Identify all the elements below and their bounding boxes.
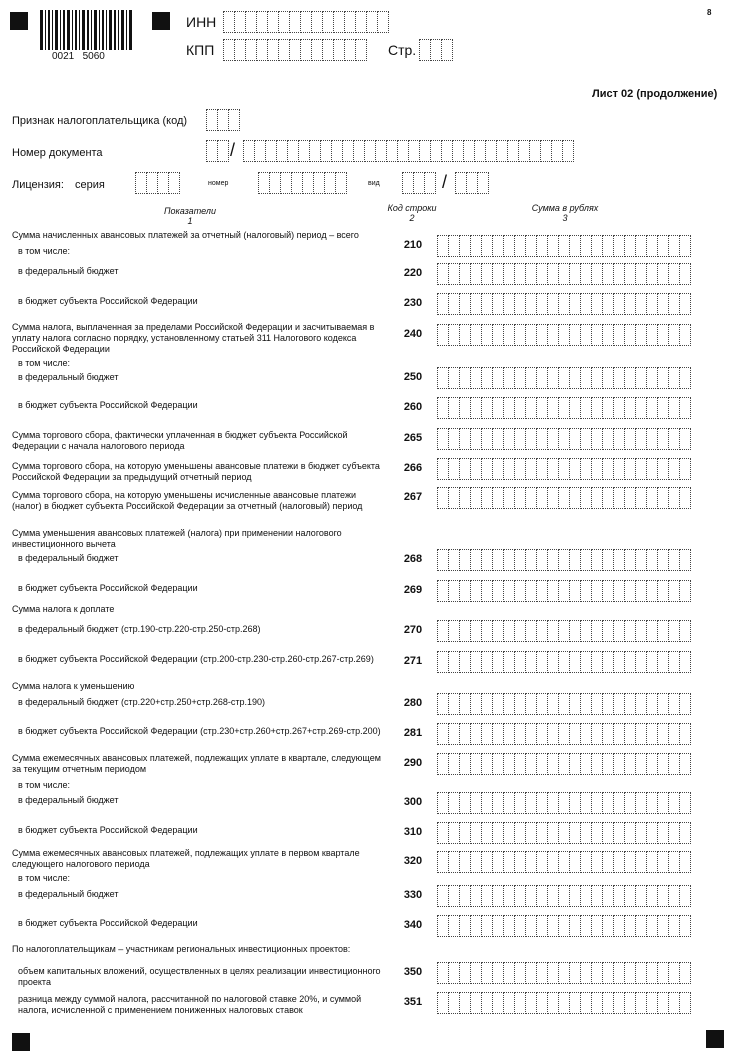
sum-cell[interactable]: [679, 723, 691, 745]
sum-cell[interactable]: [679, 620, 691, 642]
row-code-310: 310: [403, 826, 423, 838]
row-label: Сумма налога, выплаченная за пределами Российской Федерации и засчитываемая в уплату налога согласно порядку, установленному статьей 311 Налогового кодекса Российской Федерации: [12, 322, 375, 354]
kpp-field[interactable]: [223, 39, 366, 61]
column-header-sum-title: Сумма в рублях: [531, 203, 599, 213]
row-code-250: 250: [403, 371, 423, 383]
sum-cell[interactable]: [679, 549, 691, 571]
row-code-230: 230: [403, 297, 423, 309]
sum-field-210[interactable]: [437, 235, 690, 257]
sum-cell[interactable]: [679, 753, 691, 775]
license-series-label: серия: [75, 179, 105, 191]
column-header-indicators: [150, 206, 230, 226]
row-label: в федеральный бюджет: [18, 795, 119, 805]
sum-cell[interactable]: [679, 487, 691, 509]
sum-field-350[interactable]: [437, 962, 690, 984]
row-code-290: 290: [403, 757, 423, 769]
sum-field-266[interactable]: [437, 458, 690, 480]
corner-marker-top-left: [10, 12, 28, 30]
row-label: разница между суммой налога, рассчитанной по налоговой ставке 20%, и суммой налога, исчисленной с применением пониженных налоговых ставок: [18, 994, 362, 1015]
row-label: в бюджет субъекта Российской Федерации: [18, 583, 198, 593]
sum-cell[interactable]: [679, 580, 691, 602]
row-label: в федеральный бюджет: [18, 553, 119, 563]
sum-cell[interactable]: [679, 293, 691, 315]
inn-label: ИНН: [186, 14, 217, 30]
column-header-sum: [515, 203, 615, 223]
sum-field-290[interactable]: [437, 753, 690, 775]
row-code-267: 267: [403, 491, 423, 503]
column-header-indicators-num: 1: [187, 216, 193, 226]
sum-cell[interactable]: [679, 397, 691, 419]
column-header-indicators-title: Показатели: [164, 206, 216, 216]
row-label: Сумма ежемесячных авансовых платежей, подлежащих уплате в первом квартале следующего налогового периода: [12, 848, 360, 869]
sum-field-267[interactable]: [437, 487, 690, 509]
column-header-line-code: [380, 203, 444, 223]
sum-field-269[interactable]: [437, 580, 690, 602]
row-code-210: 210: [403, 239, 423, 251]
sum-field-320[interactable]: [437, 851, 690, 873]
row-code-330: 330: [403, 889, 423, 901]
row-code-265: 265: [403, 432, 423, 444]
taxpayer-sign-label: Признак налогоплательщика (код): [12, 115, 188, 127]
row-code-281: 281: [403, 727, 423, 739]
column-header-line-code-num: 2: [409, 213, 415, 223]
sum-cell[interactable]: [679, 992, 691, 1014]
sum-field-300[interactable]: [437, 792, 690, 814]
row-label: Сумма уменьшения авансовых платежей (налога) при применении налогового инвестиционного вычета: [12, 528, 342, 549]
sum-cell[interactable]: [679, 822, 691, 844]
license-series-field[interactable]: [135, 172, 179, 194]
row-label: Сумма начисленных авансовых платежей за отчетный (налоговый) период – всего: [12, 230, 359, 240]
sum-field-270[interactable]: [437, 620, 690, 642]
row-label: в том числе:: [18, 358, 70, 368]
doc-number-field-part2[interactable]: [243, 140, 573, 162]
row-label: в бюджет субъекта Российской Федерации: [18, 400, 198, 410]
sum-cell[interactable]: [679, 458, 691, 480]
row-label: в бюджет субъекта Российской Федерации (стр.200-стр.230-стр.260-стр.267-стр.269): [18, 654, 374, 664]
page-number: 8: [707, 8, 712, 17]
row-label: Сумма торгового сбора, на которую уменьшены исчисленные авансовые платежи (налог) в бюджет субъекта Российской Федерации за отчетный (налоговый) период: [12, 490, 363, 511]
doc-number-label: Номер документа: [12, 147, 103, 159]
row-label: в том числе:: [18, 246, 70, 256]
sum-field-230[interactable]: [437, 293, 690, 315]
sum-cell[interactable]: [679, 263, 691, 285]
sum-cell[interactable]: [679, 885, 691, 907]
row-label: объем капитальных вложений, осуществленных в целях реализации инвестиционного проекта: [18, 966, 381, 987]
row-code-271: 271: [403, 655, 423, 667]
doc-number-separator: /: [230, 140, 236, 160]
sum-field-271[interactable]: [437, 651, 690, 673]
page-field[interactable]: [419, 39, 452, 61]
row-code-300: 300: [403, 796, 423, 808]
sum-field-310[interactable]: [437, 822, 690, 844]
barcode: [38, 10, 134, 50]
sum-cell[interactable]: [679, 367, 691, 389]
kpp-label: КПП: [186, 42, 215, 58]
row-code-270: 270: [403, 624, 423, 636]
row-code-280: 280: [403, 697, 423, 709]
sum-field-281[interactable]: [437, 723, 690, 745]
row-code-351: 351: [403, 996, 423, 1008]
sum-field-280[interactable]: [437, 693, 690, 715]
taxpayer-sign-field[interactable]: [206, 109, 239, 131]
sum-field-240[interactable]: [437, 324, 690, 346]
row-label: в бюджет субъекта Российской Федерации: [18, 918, 198, 928]
row-label: в бюджет субъекта Российской Федерации (стр.230+стр.260+стр.267+стр.269-стр.200): [18, 726, 381, 736]
row-code-266: 266: [403, 462, 423, 474]
inn-field[interactable]: [223, 11, 388, 33]
row-code-350: 350: [403, 966, 423, 978]
sum-cell[interactable]: [679, 693, 691, 715]
sum-cell[interactable]: [679, 962, 691, 984]
row-label: в федеральный бюджет (стр.190-стр.220-стр.250-стр.268): [18, 624, 261, 634]
license-type-separator: /: [442, 172, 448, 192]
license-number-label: номер: [208, 180, 229, 187]
row-label: Сумма торгового сбора, фактически уплаченная в бюджет субъекта Российской Федерации с начала налогового периода: [12, 430, 348, 451]
sum-cell[interactable]: [679, 851, 691, 873]
sheet-title: Лист 02 (продолжение): [592, 88, 718, 100]
row-code-320: 320: [403, 855, 423, 867]
sum-cell[interactable]: [679, 792, 691, 814]
sum-field-330[interactable]: [437, 885, 690, 907]
row-code-340: 340: [403, 919, 423, 931]
corner-marker-bottom-left: [12, 1033, 30, 1051]
sum-cell[interactable]: [679, 915, 691, 937]
row-label: в федеральный бюджет: [18, 889, 119, 899]
row-code-220: 220: [403, 267, 423, 279]
page-label: Стр.: [388, 42, 417, 58]
license-type-field-part2[interactable]: [455, 172, 488, 194]
row-label: в бюджет субъекта Российской Федерации: [18, 825, 198, 835]
sum-cell[interactable]: [679, 651, 691, 673]
license-type-field-part1[interactable]: [402, 172, 435, 194]
doc-number-field-part1[interactable]: [206, 140, 228, 162]
sum-field-265[interactable]: [437, 428, 690, 450]
row-label: По налогоплательщикам – участникам региональных инвестиционных проектов:: [12, 944, 351, 954]
row-label: в том числе:: [18, 873, 70, 883]
row-code-268: 268: [403, 553, 423, 565]
sum-field-340[interactable]: [437, 915, 690, 937]
row-label: Сумма торгового сбора, на которую уменьшены авансовые платежи в бюджет субъекта Российской Федерации за предыдущий отчетный период: [12, 461, 380, 482]
sum-cell[interactable]: [679, 428, 691, 450]
corner-marker-bottom-right: [706, 1030, 724, 1048]
row-label: в федеральный бюджет: [18, 266, 119, 276]
row-label: Сумма налога к доплате: [12, 604, 115, 614]
sum-field-260[interactable]: [437, 397, 690, 419]
row-label: Сумма ежемесячных авансовых платежей, подлежащих уплате в квартале, следующем за текущим отчетным периодом: [12, 753, 381, 774]
row-label: в том числе:: [18, 780, 70, 790]
barcode-number: 0021 5060: [52, 51, 105, 62]
license-label: Лицензия:: [12, 179, 64, 191]
row-code-260: 260: [403, 401, 423, 413]
license-number-field[interactable]: [258, 172, 346, 194]
sum-cell[interactable]: [679, 235, 691, 257]
row-label: Сумма налога к уменьшению: [12, 681, 135, 691]
row-label: в федеральный бюджет: [18, 372, 119, 382]
sum-cell[interactable]: [679, 324, 691, 346]
row-label: в бюджет субъекта Российской Федерации: [18, 296, 198, 306]
license-type-label: вид: [368, 180, 380, 187]
sum-field-220[interactable]: [437, 263, 690, 285]
corner-marker-top-middle: [152, 12, 170, 30]
sum-field-351[interactable]: [437, 992, 690, 1014]
sum-field-250[interactable]: [437, 367, 690, 389]
row-code-269: 269: [403, 584, 423, 596]
row-code-240: 240: [403, 328, 423, 340]
row-label: в федеральный бюджет (стр.220+стр.250+стр.268-стр.190): [18, 697, 266, 707]
sum-field-268[interactable]: [437, 549, 690, 571]
column-header-line-code-title: Код строки: [387, 203, 437, 213]
column-header-sum-num: 3: [562, 213, 568, 223]
